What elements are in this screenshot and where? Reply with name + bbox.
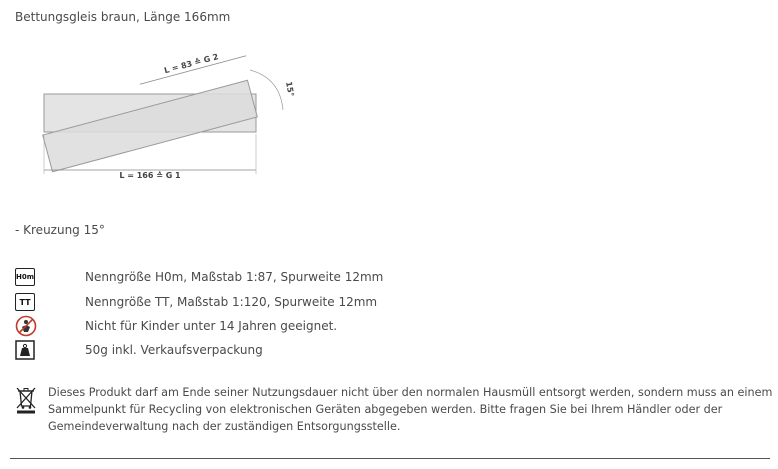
short-length-label: L = 83 ≙ G 2 (163, 52, 220, 76)
product-title: Bettungsgleis braun, Länge 166mm (15, 10, 231, 24)
weee-notice-text: Dieses Produkt darf am Ende seiner Nutzungsdauer nicht über den normalen Hausmüll entsorgt werden, sondern muss an einem Sammelpunkt für Recycling von elektronischen Geräten abgegeben werden. Bitte fragen Sie bei Ihrem Händler oder der Gemeindeverwaltung nach der zuständigen Entsorgungsstelle. (48, 386, 773, 433)
no-children-icon (15, 315, 37, 337)
spec-row-weight (15, 340, 263, 360)
spec-text: Nenngröße H0m, Maßstab 1:87, Spurweite 12mm (85, 270, 384, 284)
tt-scale-icon: TT (15, 293, 35, 311)
long-length-label: L = 166 ≙ G 1 (119, 171, 181, 180)
spec-text: 50g inkl. Verkaufsverpackung (85, 343, 263, 357)
spec-row-age (15, 316, 338, 336)
spec-row-tt (15, 292, 378, 312)
spec-text: Nicht für Kinder unter 14 Jahren geeignet. (85, 319, 338, 333)
angle-label: 15° (284, 80, 296, 98)
spec-text: Nenngröße TT, Maßstab 1:120, Spurweite 12mm (85, 295, 378, 309)
h0m-scale-icon: H0m (15, 268, 35, 286)
spec-row-h0m (15, 267, 384, 287)
feature-crossing: - Kreuzung 15° (15, 223, 105, 237)
track-crossing-diagram (28, 30, 328, 220)
bottom-divider (10, 458, 770, 459)
weight-icon (15, 340, 35, 360)
weee-bin-icon (15, 386, 37, 414)
